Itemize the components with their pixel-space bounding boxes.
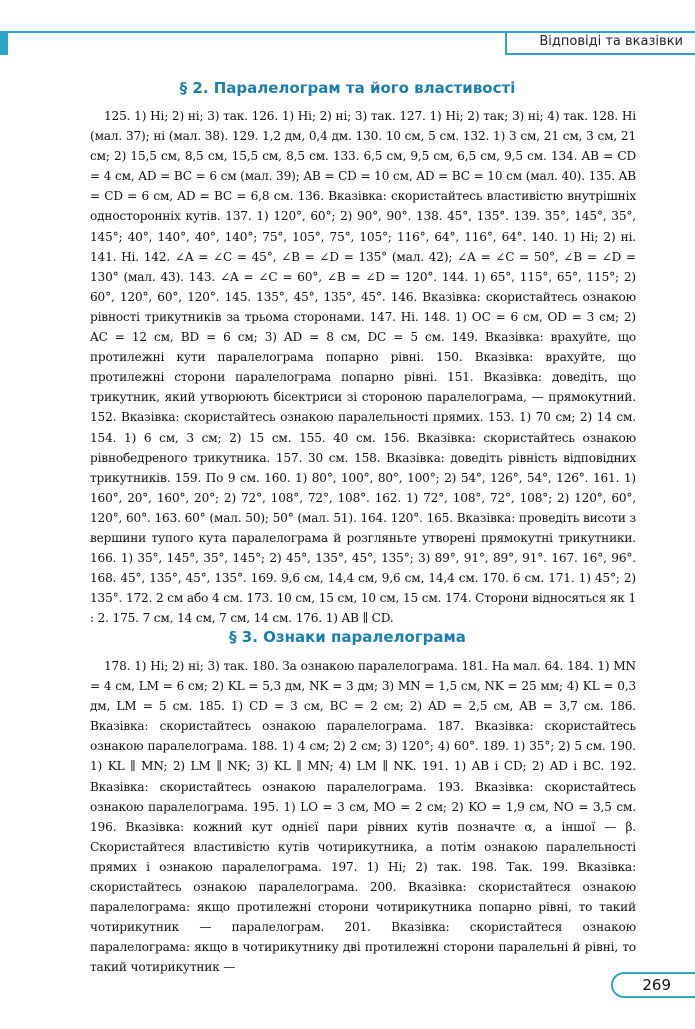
section-2-answers: 125. 1) Ні; 2) ні; 3) так. 126. 1) Ні; 2) ні; 3) так. 127. 1) Ні; 2) так; 3) ні; 4) так. 128. Ні (мал. 37); ні (мал. 38). 129. 1,2 дм, 0,4 дм. 130. 10 см, 5 см. 132. 1) 3 см, 21 см, 3 см, 21 см; 2) 15,5 см, 8,5 см, 15,5 см, 8,5 см. 133. 6,5 см, 9,5 см, 6,5 см, 9,5 см. 134. AB = CD = 4 см, AD = BC = 6 см (мал. 39); AB = CD = 10 см, AD = BC = 10 см (мал. 40). 135. AB = CD = 6 см, AD = BC = 6,8 см. 136. Вказівка: скористайтесь властивістю внутрішніх односторонніх кутів. 137. 1) 120°, 60°; 2) 90°, 90°. 138. 45°, 135°. 139. 35°, 145°, 35°, 145°; 40°, 140°, 40°, 140°; 75°, 105°, 75°, 105°; 116°, 64°, 116°, 64°. 140. 1) Ні; 2) ні. 141. Ні. 142. ∠A = ∠C = 45°, ∠B = ∠D = 135° (мал. 42); ∠A = ∠C = 50°, ∠B = ∠D = 130° (мал. 43). 143. ∠A = ∠C = 60°, ∠B = ∠D = 120°. 144. 1) 65°, 115°, 65°, 115°; 2) 60°, 120°, 60°, 120°. 145. 135°, 45°, 135°, 45°. 146. Вказівка: скористайтесь ознакою рівності трикутників за трьома сторонами. 147. Ні. 148. 1) OC = 6 см, OD = 3 см; 2) AC = 12 см, BD = 6 см; 3) AD = 8 см, DC = 5 см. 149. Вказівка: врахуйте, що протилежні кути паралелограма попарно рівні. 150. Вказівка: врахуйте, що протилежні сторони паралелограма попарно рівні. 151. Вказівка: доведіть, що трикутник, який утворюють бісектриси зі стороною паралелограма, — прямокутний. 152. Вказівка: скористайтесь ознакою паралельності прямих. 153. 1) 70 см; 2) 14 см. 154. 1) 6 см, 3 см; 2) 15 см. 155. 40 см. 156. Вказівка: скористайтесь ознакою рівнобедреного трикутника. 157. 30 см. 158. Вказівка: доведіть рівність відповідних трикутників. 159. По 9 см. 160. 1) 80°, 100°, 80°, 100°; 2) 54°, 126°, 54°, 126°. 161. 1) 160°, 20°, 160°, 20°; 2) 72°, 108°, 72°, 108°. 162. 1) 72°, 108°, 72°, 108°; 2) 120°, 60°, 120°, 60°. 163. 60° (мал. 50); 50° (мал. 51). 164. 120°. 165. Вказівка: проведіть висоти з вершини тупого кута паралелограма й розгляньте утворені прямокутні трикутники. 166. 1) 35°, 145°, 35°, 145°; 2) 45°, 135°, 45°, 135°; 3) 89°, 91°, 89°, 91°. 167. 16°, 96°. 168. 45°, 135°, 45°, 135°. 169. 9,6 см, 14,4 см, 9,6 см, 14,4 см. 170. 6 см. 171. 1) 45°; 2) 135°. 172. 2 см або 4 см. 173. 10 см, 15 см, 10 см, 15 см. 174. Сторони відносяться як 1 : 2. 175. 7 см, 14 см, 7 см, 14 см. 176. 1) AB ∥ CD. bbox=[90, 109, 636, 626]
section-2-title: § 2. Паралелограм та його властивості bbox=[179, 79, 516, 97]
section-3-answers: 178. 1) Ні; 2) ні; 3) так. 180. За ознакою паралелограма. 181. На мал. 64. 184. 1) MN = 4 см, LM = 6 см; 2) KL = 5,3 дм, NK = 3 дм; 3) MN = 1,5 см, NK = 25 мм; 4) KL = 0,3 дм, LM = 5 см. 185. 1) CD = 3 см, BC = 2 см; 2) AD = 2,5 см, AB = 3,7 см. 186. Вказівка: скористайтесь ознакою паралелограма. 187. Вказівка: скористайтесь ознакою паралелограма. 188. 1) 4 см; 2) 2 см; 3) 120°; 4) 60°. 189. 1) 35°; 2) 5 см. 190. 1) KL ∥ MN; 2) LM ∥ NK; 3) KL ∥ MN; 4) LM ∥ NK. 191. 1) AB і CD; 2) AD і BC. 192. Вказівка: скористайтесь ознакою паралелограма. 193. Вказівка: скористайтесь ознакою паралелограма. 195. 1) LO = 3 см, MO = 2 см; 2) KO = 1,9 см, NO = 3,5 см. 196. Вказівка: кожний кут однієї пари рівних кутів позначте α, а іншої — β. Скористайтеся властивістю кутів чотирикутника, а потім ознакою паралельності прямих і ознакою паралелограма. 197. 1) Ні; 2) так. 198. Так. 199. Вказівка: скористайтесь ознакою паралелограма. 200. Вказівка: скористайтеся ознакою паралелограма: якщо протилежні сторони чотирикутника попарно рівні, то такий чотирикутник — паралелограм. 201. Вказівка: скористайтеся ознакою паралелограма: якщо в чотирикутнику дві протилежні сторони паралельні й рівні, то такий чотирикутник — bbox=[90, 659, 636, 975]
running-title: Відповіді та вказівки bbox=[539, 34, 683, 49]
page-number: 269 bbox=[642, 976, 671, 994]
header-left-tab bbox=[0, 31, 8, 55]
section-3-title: § 3. Ознаки паралелограма bbox=[229, 628, 466, 646]
